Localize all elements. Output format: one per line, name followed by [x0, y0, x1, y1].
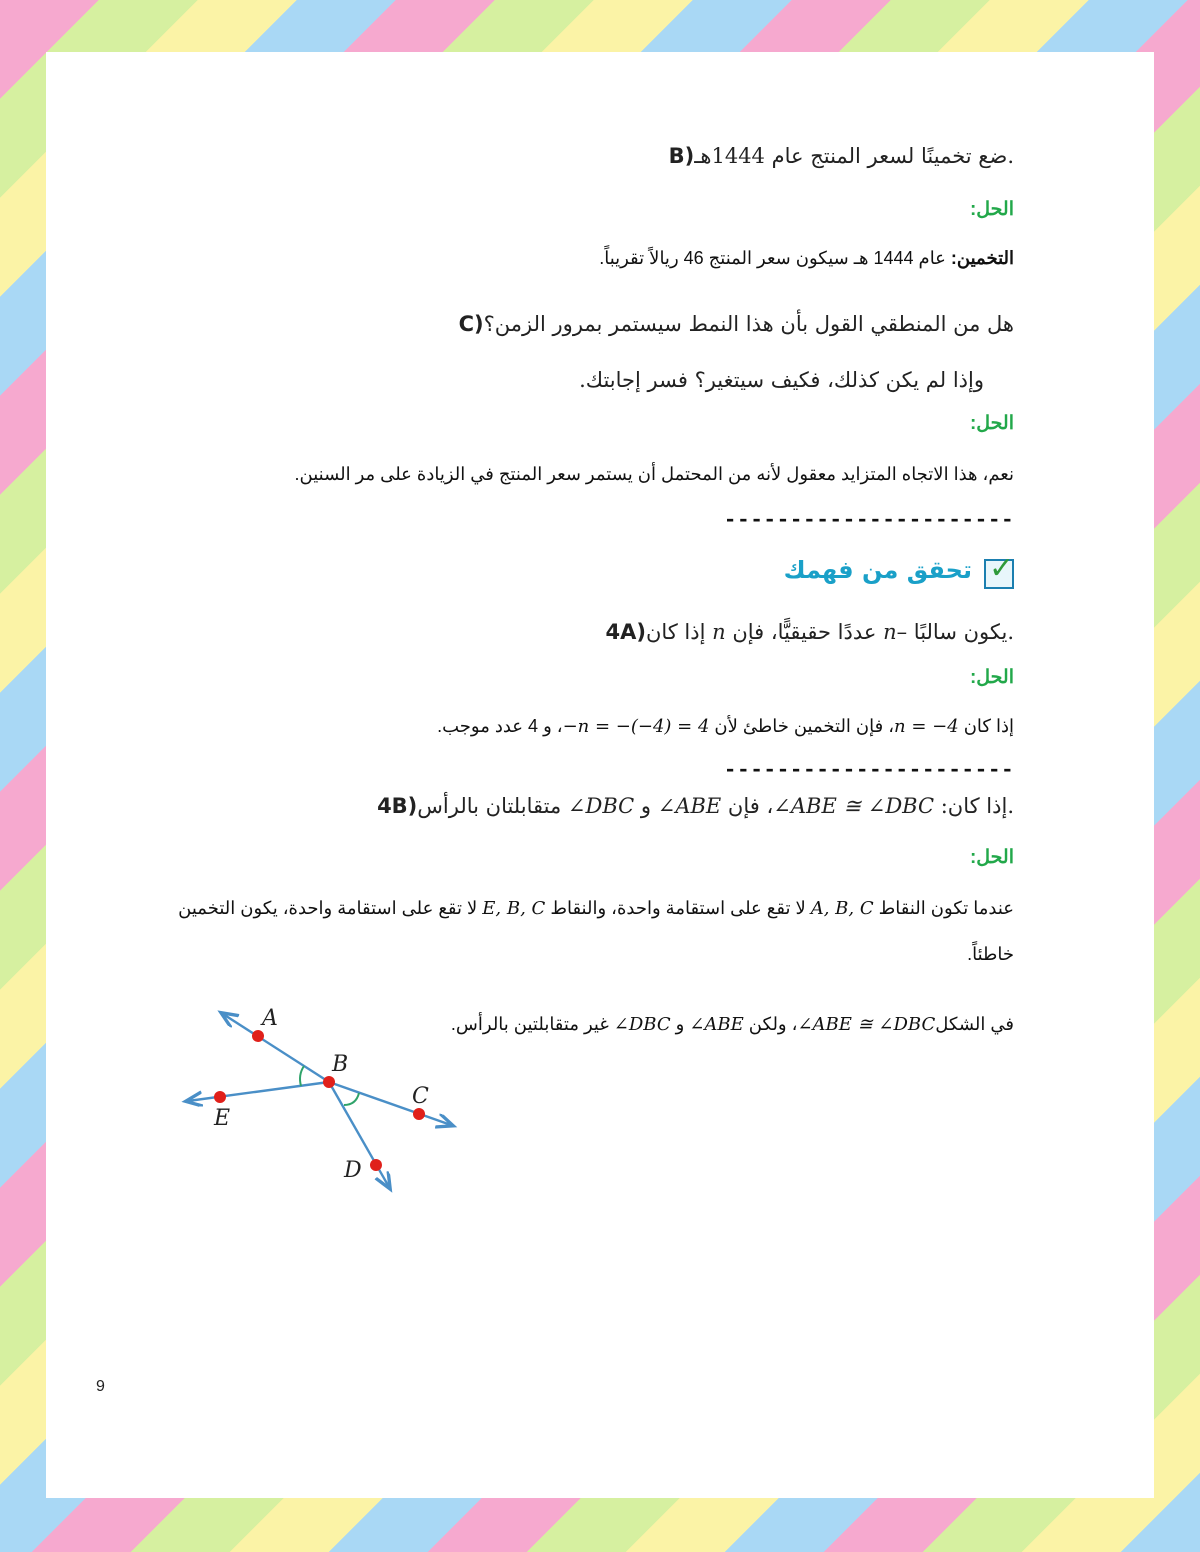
- answer-c: نعم، هذا الاتجاه المتزايد معقول لأنه من المحتمل أن يستمر سعر المنتج في الزيادة على مر السنين.: [294, 464, 1014, 484]
- answer-4a-post: ، و 4 عدد موجب.: [437, 716, 563, 736]
- question-b-text: ضع تخمينًا لسعر المنتج عام 1444هـ.: [694, 144, 1014, 168]
- angle-arc-abe: [300, 1066, 304, 1086]
- question-4b-and: و: [634, 794, 658, 818]
- question-4a-mid: عددًا حقيقيًّا، فإن: [725, 620, 884, 644]
- angle-arc-dbc: [344, 1093, 359, 1105]
- separator-1: ----------------------: [723, 508, 1014, 533]
- question-4a-var: n: [712, 620, 726, 644]
- question-4b: [369, 794, 1014, 818]
- label-d: D: [344, 1158, 362, 1183]
- answer-4a-pre: إذا كان: [958, 716, 1014, 736]
- figure-caption-and: و: [670, 1014, 690, 1034]
- figure-caption-math2: ∠ABE: [689, 1014, 744, 1035]
- question-4b-math2: ∠ABE: [657, 794, 722, 818]
- check-understanding-header: [783, 550, 1015, 589]
- angle-figure: [176, 997, 476, 1197]
- figure-caption: [451, 1014, 1014, 1035]
- question-b: [661, 144, 1014, 168]
- question-4b-post: متقابلتان بالرأس.: [417, 794, 1014, 818]
- question-c-line2: وإذا لم يكن كذلك، فكيف سيتغير؟ فسر إجابتك.: [579, 368, 984, 392]
- answer-4a-math1: n = −4: [894, 716, 959, 737]
- point-c: [413, 1108, 425, 1120]
- figure-caption-math3: ∠DBC: [613, 1014, 671, 1035]
- solution-label-4a: الحل:: [969, 667, 1014, 688]
- answer-b-bold: التخمين:: [950, 248, 1014, 268]
- point-a: [252, 1030, 264, 1042]
- answer-4b-post: لا تقع على استقامة واحدة، يكون التخمين: [178, 898, 483, 918]
- answer-4b-line2: خاطئاً.: [967, 944, 1014, 964]
- question-c-line1: [451, 312, 1014, 336]
- question-4b-pre: إذا كان:: [934, 794, 1008, 818]
- figure-caption-pre: في الشكل: [935, 1014, 1014, 1034]
- point-b: [323, 1076, 335, 1088]
- answer-4a: [437, 716, 1014, 737]
- label-c: C: [412, 1084, 429, 1109]
- solution-label-c: الحل:: [969, 413, 1014, 434]
- question-b-label: B): [668, 144, 695, 168]
- label-e: E: [214, 1106, 231, 1131]
- question-4b-math3: ∠DBC: [567, 794, 635, 818]
- answer-4b-pre: عندما تكون النقاط: [873, 898, 1014, 918]
- answer-b-text: عام 1444 هـ سيكون سعر المنتج 46 ريالاً تقريباً.: [599, 248, 951, 268]
- answer-4b-line1: [178, 898, 1014, 919]
- answer-4b-mid: لا تقع على استقامة واحدة، والنقاط: [545, 898, 811, 918]
- question-4b-math1: ∠ABE ≅ ∠DBC: [773, 794, 935, 818]
- answer-4a-math2: −n = −(−4) = 4: [562, 716, 710, 737]
- check-understanding-title: تحقق من فهمك: [783, 556, 972, 584]
- question-4a-label: 4A): [605, 620, 646, 644]
- solution-label-b: الحل:: [969, 199, 1014, 220]
- checkbox-check-icon: ✓: [984, 559, 1014, 589]
- question-4a: [597, 620, 1014, 644]
- point-d: [370, 1159, 382, 1171]
- answer-4b-math2: E, B, C: [482, 898, 546, 919]
- ray-be: [188, 1082, 329, 1101]
- question-c-text1: هل من المنطقي القول بأن هذا النمط سيستمر بمرور الزمن؟: [483, 312, 1014, 336]
- solution-label-4b: الحل:: [969, 847, 1014, 868]
- page-number: 9: [96, 1378, 105, 1395]
- question-4a-var2: n: [883, 620, 897, 644]
- document-page: [46, 52, 1154, 1498]
- answer-4a-mid: ، فإن التخمين خاطئ لأن: [709, 716, 895, 736]
- label-b: B: [332, 1052, 349, 1077]
- question-4b-mid: ، فإن: [721, 794, 774, 818]
- ray-bc: [329, 1082, 451, 1125]
- separator-2: ----------------------: [723, 758, 1014, 783]
- answer-4b-math1: A, B, C: [810, 898, 874, 919]
- figure-caption-math1: ∠ABE ≅ ∠DBC: [797, 1014, 936, 1035]
- question-4a-pre: إذا كان: [645, 620, 713, 644]
- figure-caption-mid: ، ولكن: [743, 1014, 798, 1034]
- point-e: [214, 1091, 226, 1103]
- question-4b-label: 4B): [377, 794, 418, 818]
- figure-caption-post: غير متقابلتين بالرأس.: [450, 1014, 614, 1034]
- answer-b: [599, 248, 1014, 269]
- label-a: A: [262, 1006, 278, 1031]
- question-c-label: C): [458, 312, 484, 336]
- question-4a-post: – يكون سالبًا.: [896, 620, 1014, 644]
